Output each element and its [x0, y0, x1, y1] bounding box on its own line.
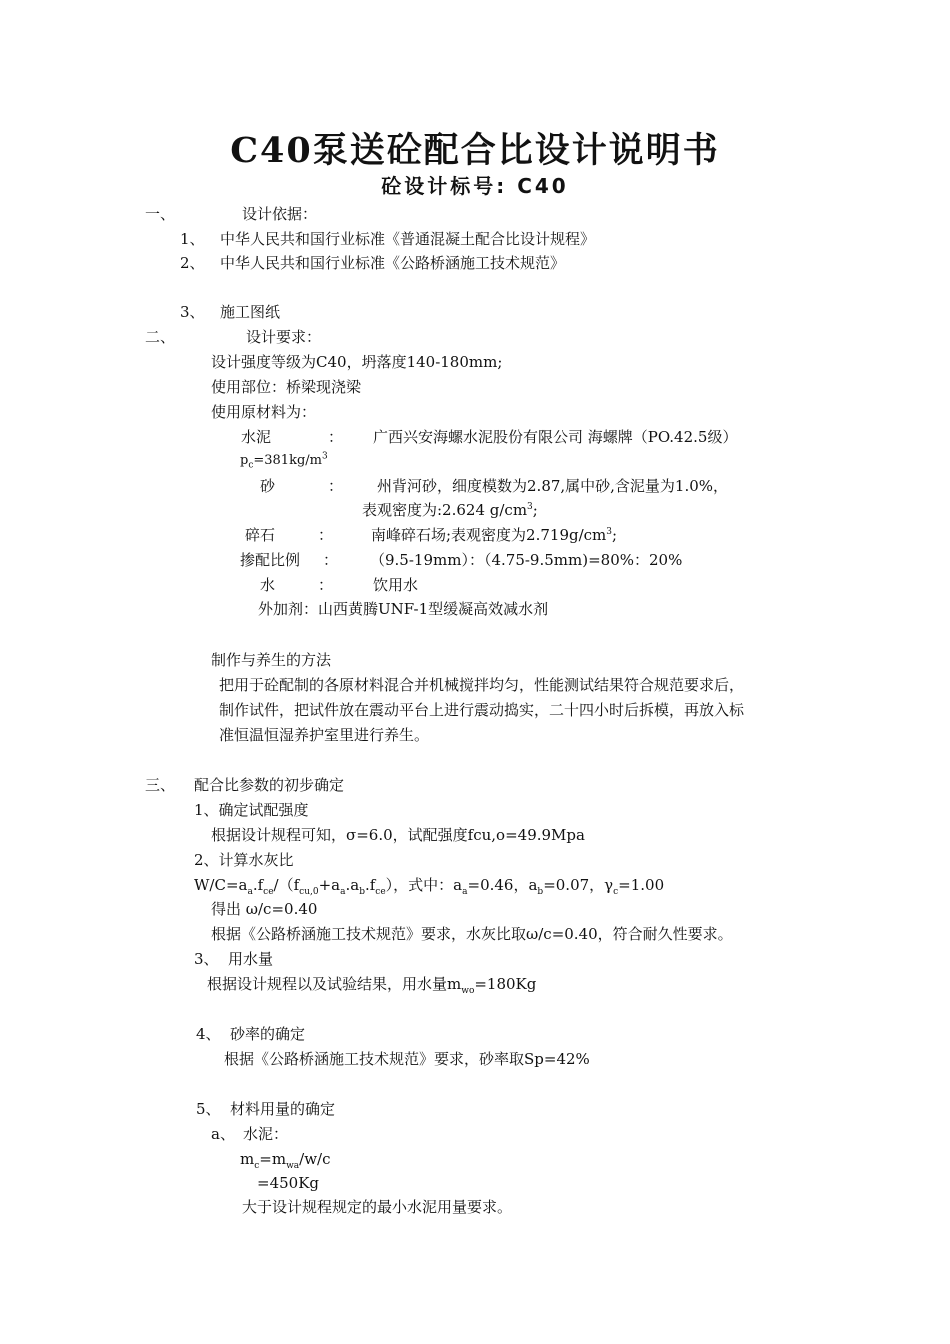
cement-text: 广西兴安海螺水泥股份有限公司 海螺牌（PO.42.5级） [373, 428, 738, 446]
stone-text: 南峰碎石场;表观密度为$2.719g/cm^3$; [371, 526, 618, 544]
wc-result: 得出 ω/c=0.40 [211, 900, 318, 918]
basis-2-number: 2、 [180, 254, 205, 272]
basis-1-number: 1、 [180, 230, 205, 248]
ratio-text: （9.5-19mm）：（4.75-9.5mm)=80%：20% [370, 551, 683, 569]
cement-calc-formula: $m_c=m_{wa}/w/c$ [240, 1150, 331, 1171]
basis-2-text: 中华人民共和国行业标准《公路桥涵施工技术规范》 [220, 254, 566, 272]
section-1-heading: 设计依据： [242, 205, 318, 223]
cement-calc-note: 大于设计规程规定的最小水泥用量要求。 [242, 1198, 513, 1216]
param-3-number: 3、 [194, 950, 219, 968]
usage-text: 使用部位：桥梁现浇梁 [211, 378, 362, 396]
section-1-number: 一、 [145, 205, 176, 223]
cement-density: $p_c=381kg/m^3$ [240, 451, 328, 471]
cement-calc-result: =450Kg [257, 1174, 320, 1192]
cement-label: 水泥 [241, 428, 272, 446]
param-3-text: 根据设计规程以及试验结果，用水量$m_{wo}=180Kg$ [207, 975, 537, 996]
cement-colon: ： [328, 428, 344, 446]
ratio-label: 掺配比例 [240, 551, 301, 569]
item-a-number: a、 [211, 1125, 235, 1143]
param-4-heading: 砂率的确定 [230, 1025, 306, 1043]
admixture-text: 外加剂：山西黄腾UNF-1型缓凝高效减水剂 [258, 600, 549, 618]
param-5-heading: 材料用量的确定 [230, 1100, 336, 1118]
sand-label: 砂 [260, 477, 276, 495]
param-1-text: 根据设计规程可知，σ=6.0，试配强度fcu,ο=49.9Mpa [211, 826, 585, 844]
design-grade-text: 设计强度等级为C40，坍落度140-180mm; [211, 353, 503, 371]
water-colon: ： [318, 576, 334, 594]
param-3-heading: 用水量 [228, 950, 274, 968]
section-2-number: 二、 [145, 328, 176, 346]
param-4-number: 4、 [196, 1025, 221, 1043]
stone-label: 碎石 [245, 526, 276, 544]
basis-1-text: 中华人民共和国行业标准《普通混凝土配合比设计规程》 [220, 230, 596, 248]
param-1-heading: 1、确定试配强度 [194, 801, 309, 819]
stone-colon: ： [318, 526, 334, 544]
section-3-heading: 配合比参数的初步确定 [194, 776, 345, 794]
basis-3-number: 3、 [180, 303, 205, 321]
sand-colon: ： [328, 477, 344, 495]
method-line-3: 准恒温恒湿养护室里进行养生。 [219, 726, 430, 744]
wc-formula: $W/C=a_a.f_{ce}/(f_{cu,0}+a_a.a_b.f_{ce})$，式中：$a_a=0.46$，$a_b=0.07$，$\gamma_c=1.00$ [194, 876, 665, 897]
item-a-heading: 水泥： [243, 1125, 289, 1143]
document-title: C40泵送砼配合比设计说明书 [230, 130, 720, 171]
method-line-2: 制作试件，把试件放在震动平台上进行震动捣实，二十四小时后拆模，再放入标 [219, 701, 745, 719]
document-subtitle: 砼设计标号: C40 [381, 174, 569, 198]
param-5-number: 5、 [196, 1100, 221, 1118]
ratio-colon: ： [323, 551, 339, 569]
section-3-number: 三、 [145, 776, 176, 794]
sand-text: 州背河砂，细度模数为2.87,属中砂,含泥量为1.0%， [377, 477, 729, 495]
section-2-heading: 设计要求： [246, 328, 322, 346]
method-heading: 制作与养生的方法 [211, 651, 332, 669]
param-2-heading: 2、计算水灰比 [194, 851, 294, 869]
basis-3-text: 施工图纸 [220, 303, 281, 321]
param-2-text: 根据《公路桥涵施工技术规范》要求，水灰比取ω/c=0.40，符合耐久性要求。 [211, 925, 733, 943]
param-4-text: 根据《公路桥涵施工技术规范》要求，砂率取Sp=42% [224, 1050, 590, 1068]
water-label: 水 [260, 576, 276, 594]
method-line-1: 把用于砼配制的各原材料混合并机械搅拌均匀，性能测试结果符合规范要求后， [219, 676, 745, 694]
materials-label: 使用原材料为： [211, 403, 317, 421]
water-text: 饮用水 [373, 576, 419, 594]
sand-density: 表观密度为:2.624 $g/cm^3$; [362, 501, 538, 519]
